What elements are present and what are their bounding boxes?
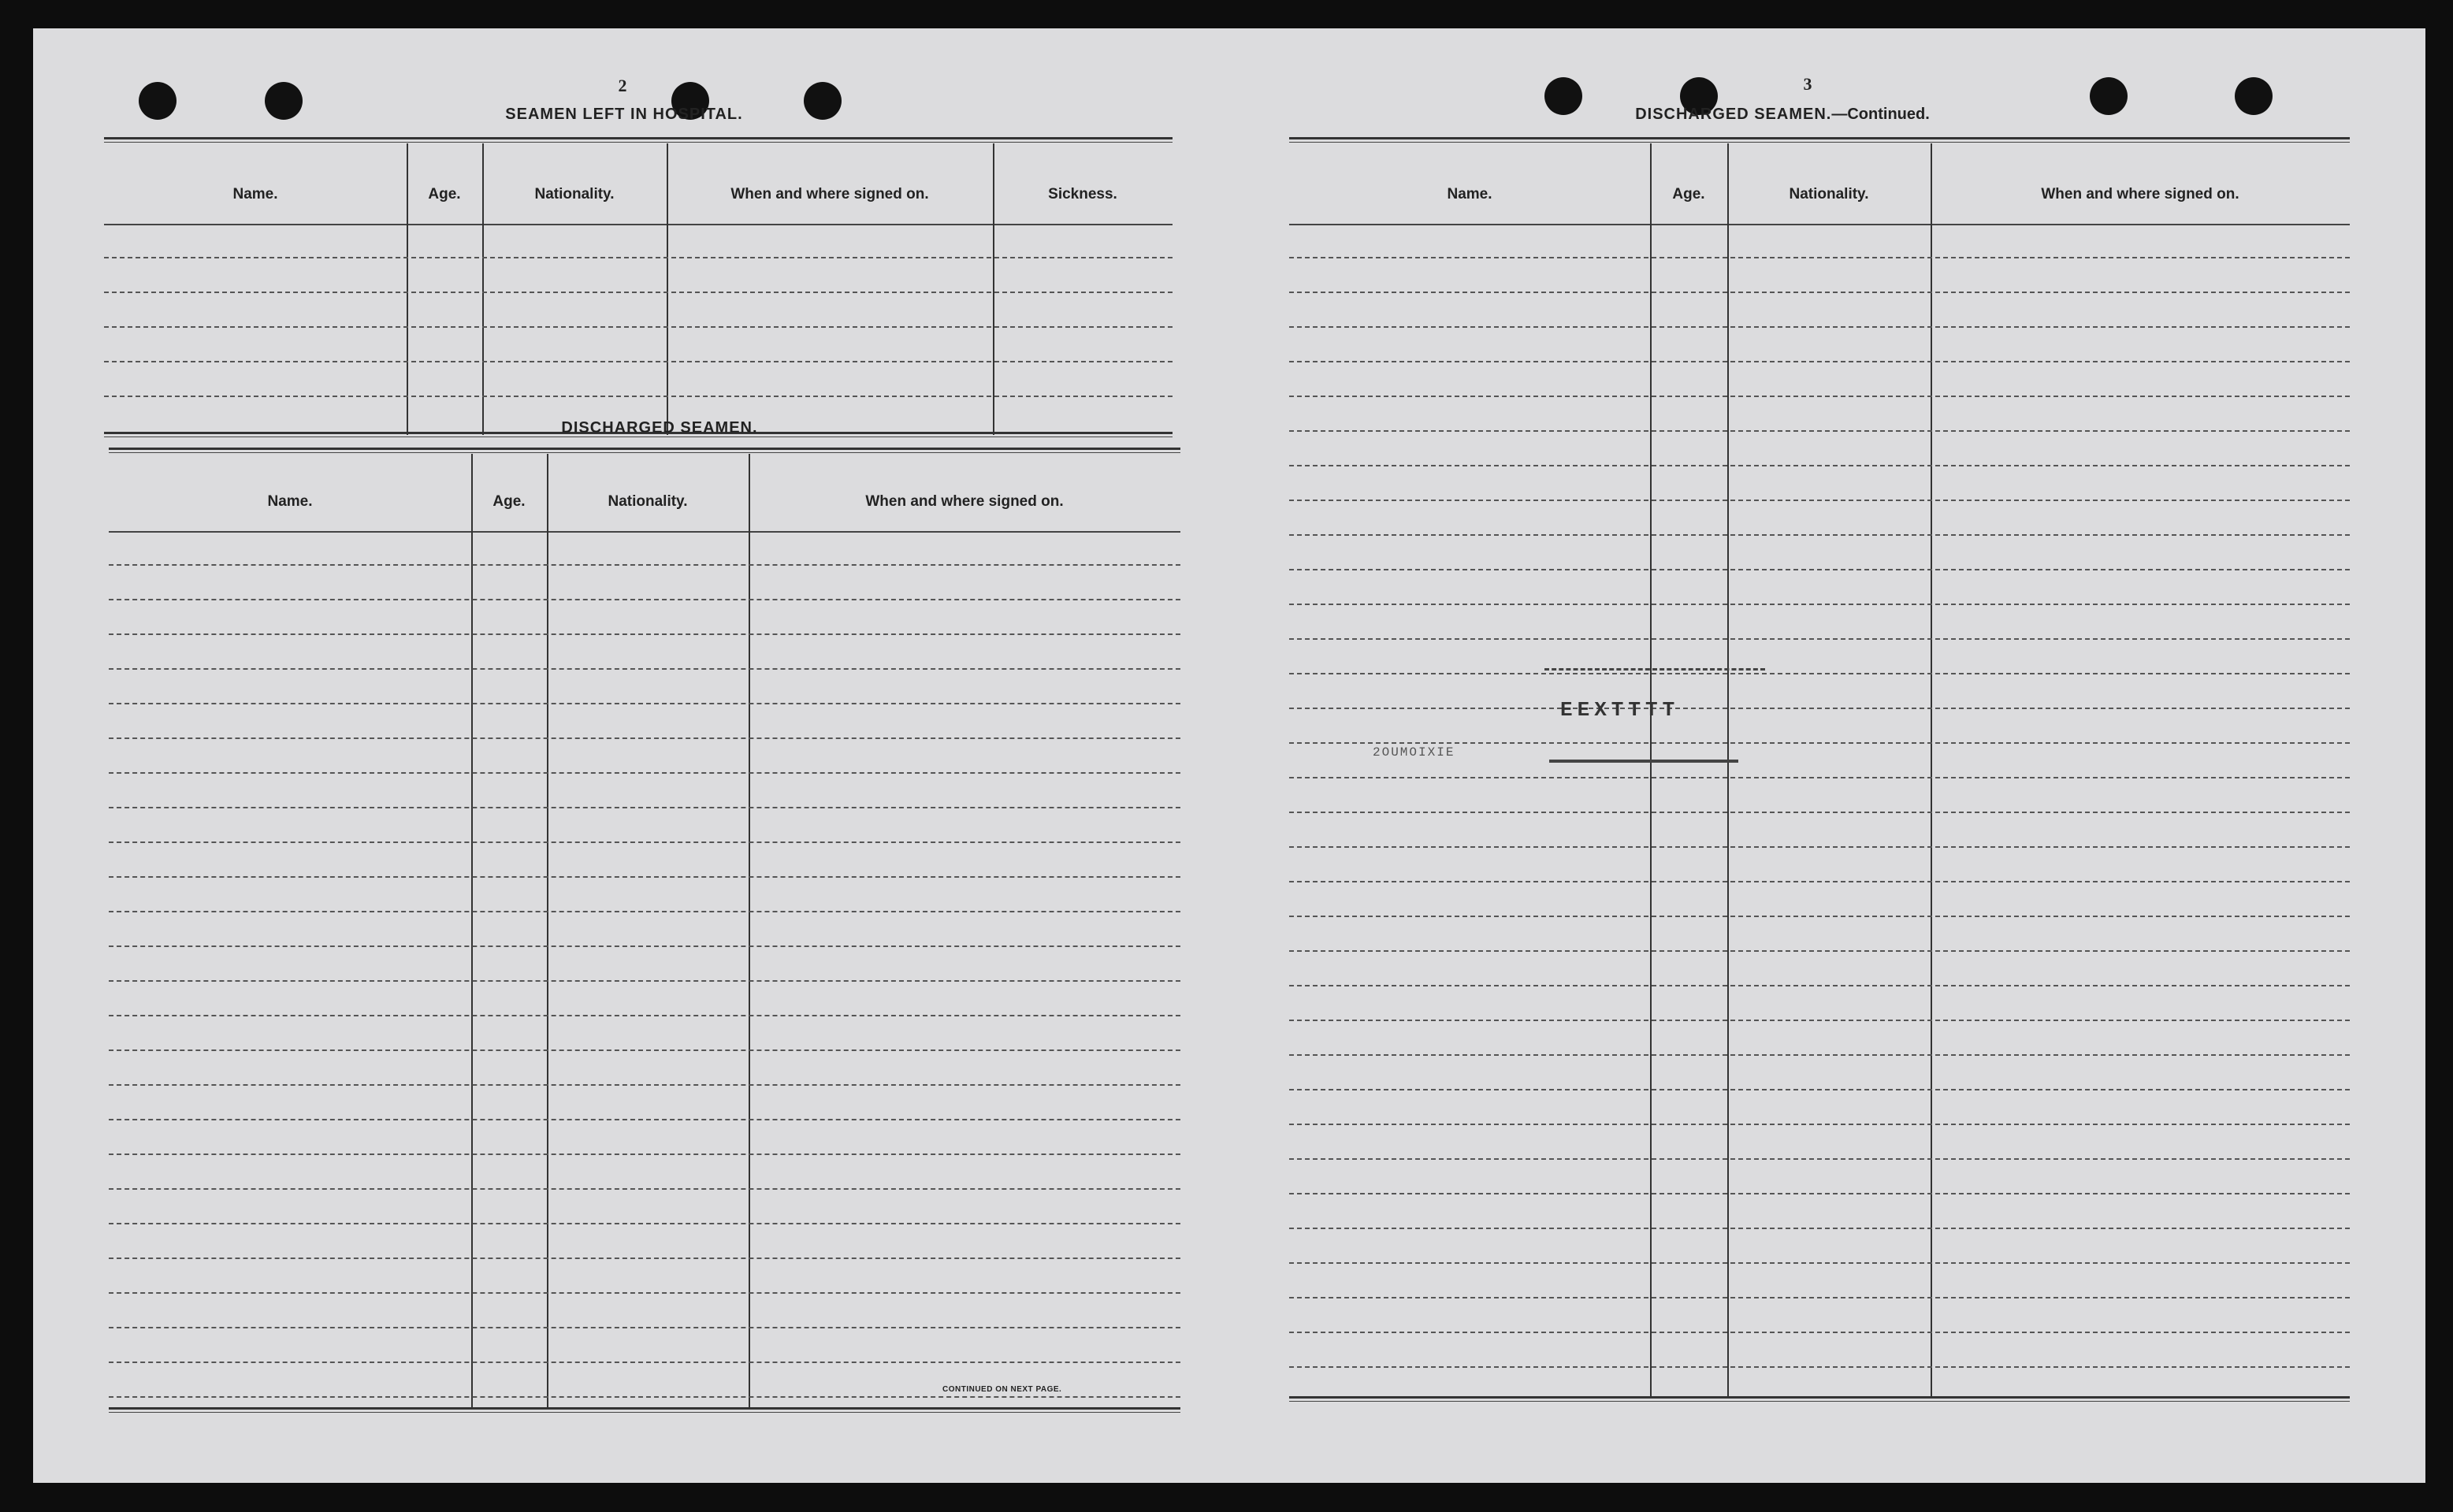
ruled-row-line	[1289, 1158, 2350, 1160]
ruled-row-line	[109, 564, 1180, 566]
page-number-right: 3	[1803, 74, 1812, 94]
ruled-row-line	[109, 772, 1180, 774]
ruled-row-line	[1289, 777, 2350, 778]
ruled-row-line	[109, 633, 1180, 635]
ruled-row-line	[1289, 950, 2350, 952]
ruled-row-line	[1289, 292, 2350, 293]
ruled-row-line	[109, 1258, 1180, 1259]
page-title-hospital: SEAMEN LEFT IN HOSPITAL.	[505, 106, 743, 123]
ruled-row-line	[1289, 1366, 2350, 1368]
ruled-row-line	[109, 1015, 1180, 1016]
ruled-row-line	[1289, 1054, 2350, 1056]
col-header-name: Name.	[267, 493, 313, 510]
col-header-nationality: Nationality.	[1789, 186, 1869, 202]
faint-stamp-mark: 2OUMOIXIE	[1373, 745, 1455, 760]
ruled-row-line	[1289, 257, 2350, 258]
ruled-row-line	[109, 980, 1180, 982]
ruled-row-line	[109, 668, 1180, 670]
ruled-row-line	[1289, 812, 2350, 813]
ink-stamp	[1544, 668, 1781, 786]
ruled-row-line	[109, 841, 1180, 843]
punch-hole	[2090, 77, 2128, 115]
ruled-row-line	[1289, 534, 2350, 536]
ruled-row-line	[109, 1188, 1180, 1190]
ruled-row-line	[109, 945, 1180, 947]
section-title-discharged: DISCHARGED SEAMEN.	[561, 419, 758, 437]
ruled-row-line	[109, 1084, 1180, 1086]
page-title-discharged-continued	[1578, 106, 1987, 124]
col-header-nationality: Nationality.	[534, 186, 615, 202]
ruled-row-line	[1289, 1297, 2350, 1298]
ruled-row-line	[1289, 985, 2350, 986]
ruled-row-line	[1289, 1089, 2350, 1090]
ruled-row-line	[1289, 326, 2350, 328]
page-number-left: 2	[618, 76, 627, 95]
ruled-row-line	[1289, 881, 2350, 882]
ruled-row-line	[109, 1292, 1180, 1294]
col-header-when-where: When and where signed on.	[2041, 186, 2239, 202]
ruled-row-line	[1289, 846, 2350, 848]
ruled-row-line	[109, 737, 1180, 739]
hospital-table	[104, 137, 1173, 441]
ruled-row-line	[109, 876, 1180, 878]
ruled-row-line	[1289, 1124, 2350, 1125]
ruled-row-line	[1289, 430, 2350, 432]
ruled-row-line	[1289, 1228, 2350, 1229]
col-header-sickness: Sickness.	[1048, 186, 1117, 202]
ruled-row-line	[109, 911, 1180, 912]
ruled-row-line	[1289, 742, 2350, 744]
ruled-row-line	[109, 1362, 1180, 1363]
ruled-row-line	[1289, 396, 2350, 397]
col-header-age: Age.	[428, 186, 461, 202]
col-header-age: Age.	[492, 493, 526, 510]
ruled-row-line	[1289, 708, 2350, 709]
col-header-age: Age.	[1672, 186, 1705, 202]
col-header-when-where: When and where signed on.	[730, 186, 929, 202]
ruled-row-line	[1289, 1193, 2350, 1194]
document-sheet	[33, 28, 2425, 1483]
ruled-row-line	[1289, 361, 2350, 362]
ruled-row-line	[1289, 465, 2350, 466]
ruled-row-line	[1289, 916, 2350, 917]
ruled-row-line	[1289, 638, 2350, 640]
punch-hole	[1544, 77, 1582, 115]
col-header-when-where: When and where signed on.	[865, 493, 1064, 510]
ruled-row-line	[1289, 500, 2350, 501]
stamp-text: EEXTTTT	[1560, 698, 1680, 722]
ruled-row-line	[109, 1119, 1180, 1120]
ruled-row-line	[1289, 569, 2350, 570]
title-suffix: —Continued.	[1831, 106, 1930, 123]
discharged-table-right	[1289, 137, 2350, 1414]
ruled-row-line	[1289, 1020, 2350, 1021]
title-main: DISCHARGED SEAMEN.	[1635, 106, 1832, 123]
punch-hole	[139, 82, 177, 120]
ruled-row-line	[1289, 604, 2350, 605]
punch-hole	[2235, 77, 2273, 115]
ruled-row-line	[109, 807, 1180, 808]
discharged-table-left	[109, 448, 1180, 1425]
ruled-row-line	[109, 1327, 1180, 1328]
continued-footnote: CONTINUED ON NEXT PAGE.	[942, 1385, 1062, 1394]
ruled-row-line	[109, 1154, 1180, 1155]
punch-hole	[265, 82, 303, 120]
col-header-name: Name.	[232, 186, 278, 202]
ruled-row-line	[1289, 673, 2350, 674]
ruled-row-line	[109, 1049, 1180, 1051]
ruled-row-line	[109, 1396, 1180, 1398]
col-header-name: Name.	[1447, 186, 1492, 202]
ruled-row-line	[109, 1223, 1180, 1224]
col-header-nationality: Nationality.	[608, 493, 688, 510]
ruled-row-line	[109, 703, 1180, 704]
ruled-row-line	[1289, 1262, 2350, 1264]
ruled-row-line	[109, 599, 1180, 600]
ruled-row-line	[1289, 1332, 2350, 1333]
